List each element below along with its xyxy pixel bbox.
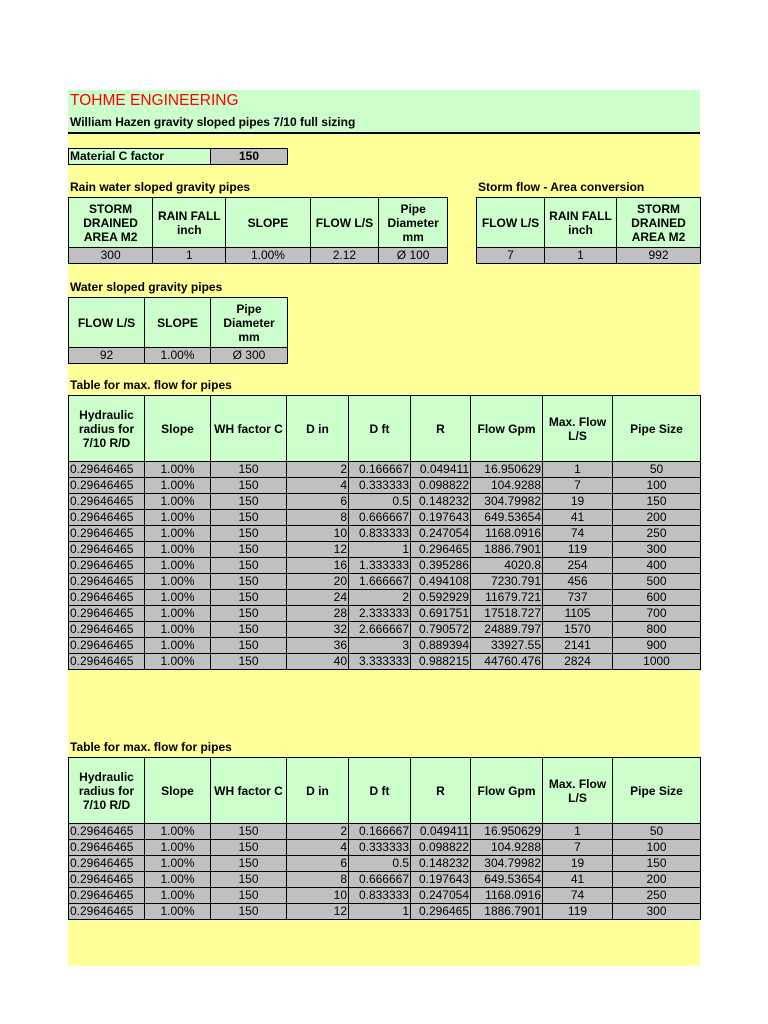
table-cell[interactable]: 737 xyxy=(543,590,613,606)
table-row xyxy=(69,622,701,638)
table-cell[interactable]: 0.247054 xyxy=(411,526,471,542)
table-cell[interactable]: 17518.727 xyxy=(471,606,543,622)
table-cell[interactable]: 1.00% xyxy=(145,494,211,510)
table-row xyxy=(69,462,701,478)
table2-header-slope: Slope xyxy=(145,758,211,824)
table-cell[interactable]: 0.29646465 xyxy=(69,888,145,904)
table-cell[interactable]: 8 xyxy=(287,872,349,888)
table2-header-d-in: D in xyxy=(287,758,349,824)
table-cell[interactable]: 100 xyxy=(613,478,701,494)
table-cell[interactable]: 1.00% xyxy=(145,574,211,590)
table1-header-flow-gpm: Flow Gpm xyxy=(471,396,543,462)
table-cell[interactable]: 900 xyxy=(613,638,701,654)
table-cell[interactable]: 1.666667 xyxy=(349,574,411,590)
table-cell[interactable]: 0.166667 xyxy=(349,824,411,840)
table-cell[interactable]: 0.29646465 xyxy=(69,526,145,542)
table-cell[interactable]: 2.333333 xyxy=(349,606,411,622)
table-cell[interactable]: 6 xyxy=(287,856,349,872)
table-row xyxy=(69,542,701,558)
table-cell[interactable]: 649.53654 xyxy=(471,510,543,526)
table-cell[interactable]: 0.333333 xyxy=(349,478,411,494)
table-cell[interactable]: 19 xyxy=(543,494,613,510)
table1-header-pipe-size: Pipe Size xyxy=(613,396,701,462)
rain-header-rainfall: RAIN FALL inch xyxy=(153,198,226,248)
table-row xyxy=(69,638,701,654)
storm-value-flow[interactable]: 7 xyxy=(477,248,545,264)
rain-header-flow: FLOW L/S xyxy=(310,198,379,248)
water-header-diameter: Pipe Diameter mm xyxy=(211,298,288,348)
table-cell[interactable]: 200 xyxy=(613,510,701,526)
table-cell[interactable]: 50 xyxy=(613,824,701,840)
table-row xyxy=(69,494,701,510)
table-cell[interactable]: 0.197643 xyxy=(411,510,471,526)
table-cell[interactable]: 20 xyxy=(287,574,349,590)
table-cell[interactable]: 1.00% xyxy=(145,510,211,526)
company-name: TOHME ENGINEERING xyxy=(70,92,239,109)
storm-table xyxy=(476,197,701,264)
table-cell[interactable]: 150 xyxy=(211,840,287,856)
table-cell[interactable]: 304.79982 xyxy=(471,494,543,510)
table1-header-wh-factor: WH factor C xyxy=(211,396,287,462)
table-cell[interactable]: 0.098822 xyxy=(411,840,471,856)
table1-header-hydraulic-radius: Hydraulic radius for 7/10 R/D xyxy=(69,396,145,462)
table-cell[interactable]: 2 xyxy=(287,824,349,840)
table-row xyxy=(69,510,701,526)
table-cell[interactable]: 28 xyxy=(287,606,349,622)
table-cell[interactable]: 104.9288 xyxy=(471,840,543,856)
rain-table xyxy=(68,197,448,264)
table-cell[interactable]: 12 xyxy=(287,904,349,920)
table-cell[interactable]: 1.00% xyxy=(145,904,211,920)
table-row xyxy=(69,478,701,494)
max-flow-table-2 xyxy=(68,757,701,920)
table-row xyxy=(69,590,701,606)
table-cell[interactable]: 0.29646465 xyxy=(69,494,145,510)
table-cell[interactable]: 150 xyxy=(211,638,287,654)
table-cell[interactable]: 0.494108 xyxy=(411,574,471,590)
table-cell[interactable]: 0.833333 xyxy=(349,526,411,542)
rain-header-diameter: Pipe Diameter mm xyxy=(379,198,448,248)
table-cell[interactable]: 41 xyxy=(543,510,613,526)
table-cell[interactable]: 0.148232 xyxy=(411,494,471,510)
table-cell[interactable]: 150 xyxy=(211,462,287,478)
table-cell[interactable]: 304.79982 xyxy=(471,856,543,872)
table-cell[interactable]: 7 xyxy=(543,478,613,494)
table-cell[interactable]: 0.666667 xyxy=(349,872,411,888)
table-cell[interactable]: 3 xyxy=(349,638,411,654)
table-cell[interactable]: 600 xyxy=(613,590,701,606)
table2-header-d-ft: D ft xyxy=(349,758,411,824)
table-cell[interactable]: 41 xyxy=(543,872,613,888)
table1-title: Table for max. flow for pipes xyxy=(70,378,232,392)
table-cell[interactable]: 0.148232 xyxy=(411,856,471,872)
table-cell[interactable]: 1105 xyxy=(543,606,613,622)
header-band xyxy=(68,90,700,134)
table2-header-hydraulic-radius: Hydraulic radius for 7/10 R/D xyxy=(69,758,145,824)
storm-header-area: STORM DRAINED AREA M2 xyxy=(617,198,701,248)
water-header-flow: FLOW L/S xyxy=(69,298,145,348)
table1-header-d-in: D in xyxy=(287,396,349,462)
table2-body xyxy=(69,824,701,920)
table-cell[interactable]: 33927.55 xyxy=(471,638,543,654)
water-table xyxy=(68,297,288,364)
table-cell[interactable]: 24 xyxy=(287,590,349,606)
table-cell[interactable]: 0.395286 xyxy=(411,558,471,574)
table-cell[interactable]: 16 xyxy=(287,558,349,574)
table-cell[interactable]: 0.29646465 xyxy=(69,606,145,622)
table-cell[interactable]: 1000 xyxy=(613,654,701,670)
table2-header-wh-factor: WH factor C xyxy=(211,758,287,824)
water-value-slope[interactable]: 1.00% xyxy=(145,348,211,364)
table-cell[interactable]: 0.5 xyxy=(349,856,411,872)
table-cell[interactable]: 4020.8 xyxy=(471,558,543,574)
storm-header-rainfall: RAIN FALL inch xyxy=(545,198,617,248)
table-cell[interactable]: 0.29646465 xyxy=(69,510,145,526)
table-cell[interactable]: 104.9288 xyxy=(471,478,543,494)
table-cell[interactable]: 1.00% xyxy=(145,872,211,888)
table-cell[interactable]: 150 xyxy=(211,606,287,622)
rain-value-rainfall[interactable]: 1 xyxy=(153,248,226,264)
table-cell[interactable]: 1.00% xyxy=(145,590,211,606)
table-cell[interactable]: 1 xyxy=(349,904,411,920)
table-cell[interactable]: 1.333333 xyxy=(349,558,411,574)
table-cell[interactable]: 0.29646465 xyxy=(69,542,145,558)
table-cell[interactable]: 1.00% xyxy=(145,638,211,654)
water-title: Water sloped gravity pipes xyxy=(70,280,223,294)
table-cell[interactable]: 0.5 xyxy=(349,494,411,510)
table-cell[interactable]: 0.29646465 xyxy=(69,558,145,574)
table-cell[interactable]: 300 xyxy=(613,904,701,920)
rain-value-slope[interactable]: 1.00% xyxy=(226,248,310,264)
table-cell[interactable]: 150 xyxy=(211,590,287,606)
table-cell[interactable]: 0.29646465 xyxy=(69,840,145,856)
table-cell[interactable]: 11679.721 xyxy=(471,590,543,606)
table-cell[interactable]: 0.29646465 xyxy=(69,462,145,478)
table-row xyxy=(69,872,701,888)
table-cell[interactable]: 24889.797 xyxy=(471,622,543,638)
table-cell[interactable]: 1 xyxy=(543,462,613,478)
table-cell[interactable]: 3.333333 xyxy=(349,654,411,670)
table-row xyxy=(69,526,701,542)
rain-value-area[interactable]: 300 xyxy=(69,248,153,264)
table-cell[interactable]: 1.00% xyxy=(145,654,211,670)
table-row xyxy=(69,654,701,670)
table-cell[interactable]: 150 xyxy=(211,856,287,872)
storm-value-rainfall[interactable]: 1 xyxy=(545,248,617,264)
table-cell[interactable]: 0.29646465 xyxy=(69,856,145,872)
water-value-diameter[interactable]: Ø 300 xyxy=(211,348,288,364)
rain-header-area: STORM DRAINED AREA M2 xyxy=(69,198,153,248)
spreadsheet xyxy=(68,90,700,966)
table-cell[interactable]: 1570 xyxy=(543,622,613,638)
table-cell[interactable]: 150 xyxy=(211,478,287,494)
table-cell[interactable]: 0.889394 xyxy=(411,638,471,654)
table-cell[interactable]: 1.00% xyxy=(145,824,211,840)
table-cell[interactable]: 119 xyxy=(543,542,613,558)
table-cell[interactable]: 0.29646465 xyxy=(69,904,145,920)
table-cell[interactable]: 1.00% xyxy=(145,478,211,494)
table-cell[interactable]: 2824 xyxy=(543,654,613,670)
table-cell[interactable]: 2141 xyxy=(543,638,613,654)
table-cell[interactable]: 0.29646465 xyxy=(69,654,145,670)
table-cell[interactable]: 50 xyxy=(613,462,701,478)
table-cell[interactable]: 2 xyxy=(287,462,349,478)
table-cell[interactable]: 19 xyxy=(543,856,613,872)
table2-header-pipe-size: Pipe Size xyxy=(613,758,701,824)
table-cell[interactable]: 0.29646465 xyxy=(69,638,145,654)
table2-header-r: R xyxy=(411,758,471,824)
table2-title: Table for max. flow for pipes xyxy=(70,740,232,754)
table-cell[interactable]: 4 xyxy=(287,840,349,856)
table-cell[interactable]: 119 xyxy=(543,904,613,920)
table-cell[interactable]: 16.950629 xyxy=(471,462,543,478)
table-cell[interactable]: 1 xyxy=(543,824,613,840)
table-cell[interactable]: 36 xyxy=(287,638,349,654)
table-cell[interactable]: 1886.7901 xyxy=(471,904,543,920)
table2-header-max-flow: Max. Flow L/S xyxy=(543,758,613,824)
table-cell[interactable]: 0.197643 xyxy=(411,872,471,888)
table-cell[interactable]: 0.790572 xyxy=(411,622,471,638)
table1-header-slope: Slope xyxy=(145,396,211,462)
table-cell[interactable]: 1.00% xyxy=(145,888,211,904)
table-cell[interactable]: 0.666667 xyxy=(349,510,411,526)
table-cell[interactable]: 1.00% xyxy=(145,622,211,638)
table-cell[interactable]: 0.29646465 xyxy=(69,824,145,840)
table-cell[interactable]: 74 xyxy=(543,888,613,904)
table-cell[interactable]: 700 xyxy=(613,606,701,622)
table-cell[interactable]: 100 xyxy=(613,840,701,856)
table-cell[interactable]: 0.29646465 xyxy=(69,622,145,638)
table-cell[interactable]: 0.166667 xyxy=(349,462,411,478)
table-cell[interactable]: 0.29646465 xyxy=(69,574,145,590)
table-cell[interactable]: 1.00% xyxy=(145,462,211,478)
table-cell[interactable]: 1.00% xyxy=(145,542,211,558)
table-cell[interactable]: 150 xyxy=(211,654,287,670)
table-cell[interactable]: 16.950629 xyxy=(471,824,543,840)
table-cell[interactable]: 10 xyxy=(287,526,349,542)
table-cell[interactable]: 300 xyxy=(613,542,701,558)
table-cell[interactable]: 456 xyxy=(543,574,613,590)
storm-header-flow: FLOW L/S xyxy=(477,198,545,248)
table-cell[interactable]: 40 xyxy=(287,654,349,670)
table-cell[interactable]: 8 xyxy=(287,510,349,526)
table1-header-r: R xyxy=(411,396,471,462)
table-row xyxy=(69,606,701,622)
table-cell[interactable]: 200 xyxy=(613,872,701,888)
table-cell[interactable]: 250 xyxy=(613,526,701,542)
storm-value-area[interactable]: 992 xyxy=(617,248,701,264)
table-cell[interactable]: 0.29646465 xyxy=(69,872,145,888)
table-cell[interactable]: 1.00% xyxy=(145,606,211,622)
table-cell[interactable]: 800 xyxy=(613,622,701,638)
table-cell[interactable]: 0.098822 xyxy=(411,478,471,494)
table-cell[interactable]: 2 xyxy=(349,590,411,606)
table1-header-d-ft: D ft xyxy=(349,396,411,462)
table-cell[interactable]: 1 xyxy=(349,542,411,558)
table-cell[interactable]: 0.592929 xyxy=(411,590,471,606)
table-cell[interactable]: 1168.0916 xyxy=(471,526,543,542)
table-row xyxy=(69,558,701,574)
table-cell[interactable]: 0.29646465 xyxy=(69,478,145,494)
table-cell[interactable]: 150 xyxy=(211,494,287,510)
water-header-slope: SLOPE xyxy=(145,298,211,348)
table-cell[interactable]: 0.29646465 xyxy=(69,590,145,606)
table-row xyxy=(69,574,701,590)
table-cell[interactable]: 74 xyxy=(543,526,613,542)
table2-header-flow-gpm: Flow Gpm xyxy=(471,758,543,824)
table-cell[interactable]: 150 xyxy=(211,904,287,920)
table-row xyxy=(69,856,701,872)
table-cell[interactable]: 0.296465 xyxy=(411,542,471,558)
table-cell[interactable]: 150 xyxy=(613,494,701,510)
table-cell[interactable]: 44760.476 xyxy=(471,654,543,670)
table-row xyxy=(69,888,701,904)
table-cell[interactable]: 150 xyxy=(211,622,287,638)
rain-title: Rain water sloped gravity pipes xyxy=(70,180,251,194)
table-cell[interactable]: 649.53654 xyxy=(471,872,543,888)
table-cell[interactable]: 500 xyxy=(613,574,701,590)
table-cell[interactable]: 10 xyxy=(287,888,349,904)
table-cell[interactable]: 0.691751 xyxy=(411,606,471,622)
max-flow-table-1 xyxy=(68,395,701,670)
table-cell[interactable]: 0.296465 xyxy=(411,904,471,920)
table-cell[interactable]: 12 xyxy=(287,542,349,558)
table-cell[interactable]: 0.333333 xyxy=(349,840,411,856)
table-cell[interactable]: 250 xyxy=(613,888,701,904)
table-row xyxy=(69,824,701,840)
table-cell[interactable]: 1.00% xyxy=(145,840,211,856)
table-cell[interactable]: 150 xyxy=(211,872,287,888)
table-cell[interactable]: 1168.0916 xyxy=(471,888,543,904)
table-cell[interactable]: 150 xyxy=(211,558,287,574)
table-cell[interactable]: 0.833333 xyxy=(349,888,411,904)
table-cell[interactable]: 0.247054 xyxy=(411,888,471,904)
table-cell[interactable]: 150 xyxy=(211,574,287,590)
table-row xyxy=(69,840,701,856)
table-cell[interactable]: 1.00% xyxy=(145,856,211,872)
table-cell[interactable]: 1.00% xyxy=(145,526,211,542)
table-cell[interactable]: 400 xyxy=(613,558,701,574)
table-cell[interactable]: 4 xyxy=(287,478,349,494)
rain-header-slope: SLOPE xyxy=(226,198,310,248)
water-value-flow[interactable]: 92 xyxy=(69,348,145,364)
table-cell[interactable]: 1.00% xyxy=(145,558,211,574)
table-cell[interactable]: 7230.791 xyxy=(471,574,543,590)
material-label: Material C factor xyxy=(69,149,211,165)
table1-body xyxy=(69,462,701,670)
rain-value-flow[interactable]: 2.12 xyxy=(310,248,379,264)
sheet-subtitle: William Hazen gravity sloped pipes 7/10 full sizing xyxy=(70,115,356,129)
table-cell[interactable]: 254 xyxy=(543,558,613,574)
table-cell[interactable]: 32 xyxy=(287,622,349,638)
table-cell[interactable]: 7 xyxy=(543,840,613,856)
table-row xyxy=(69,904,701,920)
table-cell[interactable]: 150 xyxy=(211,510,287,526)
table-cell[interactable]: 6 xyxy=(287,494,349,510)
table-cell[interactable]: 150 xyxy=(613,856,701,872)
table-cell[interactable]: 150 xyxy=(211,542,287,558)
table-cell[interactable]: 0.049411 xyxy=(411,462,471,478)
rain-value-diameter[interactable]: Ø 100 xyxy=(379,248,448,264)
table-cell[interactable]: 150 xyxy=(211,888,287,904)
table-cell[interactable]: 2.666667 xyxy=(349,622,411,638)
table1-header-max-flow: Max. Flow L/S xyxy=(543,396,613,462)
table-cell[interactable]: 0.049411 xyxy=(411,824,471,840)
material-table xyxy=(68,148,288,165)
table-cell[interactable]: 1886.7901 xyxy=(471,542,543,558)
storm-title: Storm flow - Area conversion xyxy=(478,180,645,194)
table-cell[interactable]: 0.988215 xyxy=(411,654,471,670)
table-cell[interactable]: 150 xyxy=(211,526,287,542)
material-value[interactable]: 150 xyxy=(211,149,288,165)
table-cell[interactable]: 150 xyxy=(211,824,287,840)
